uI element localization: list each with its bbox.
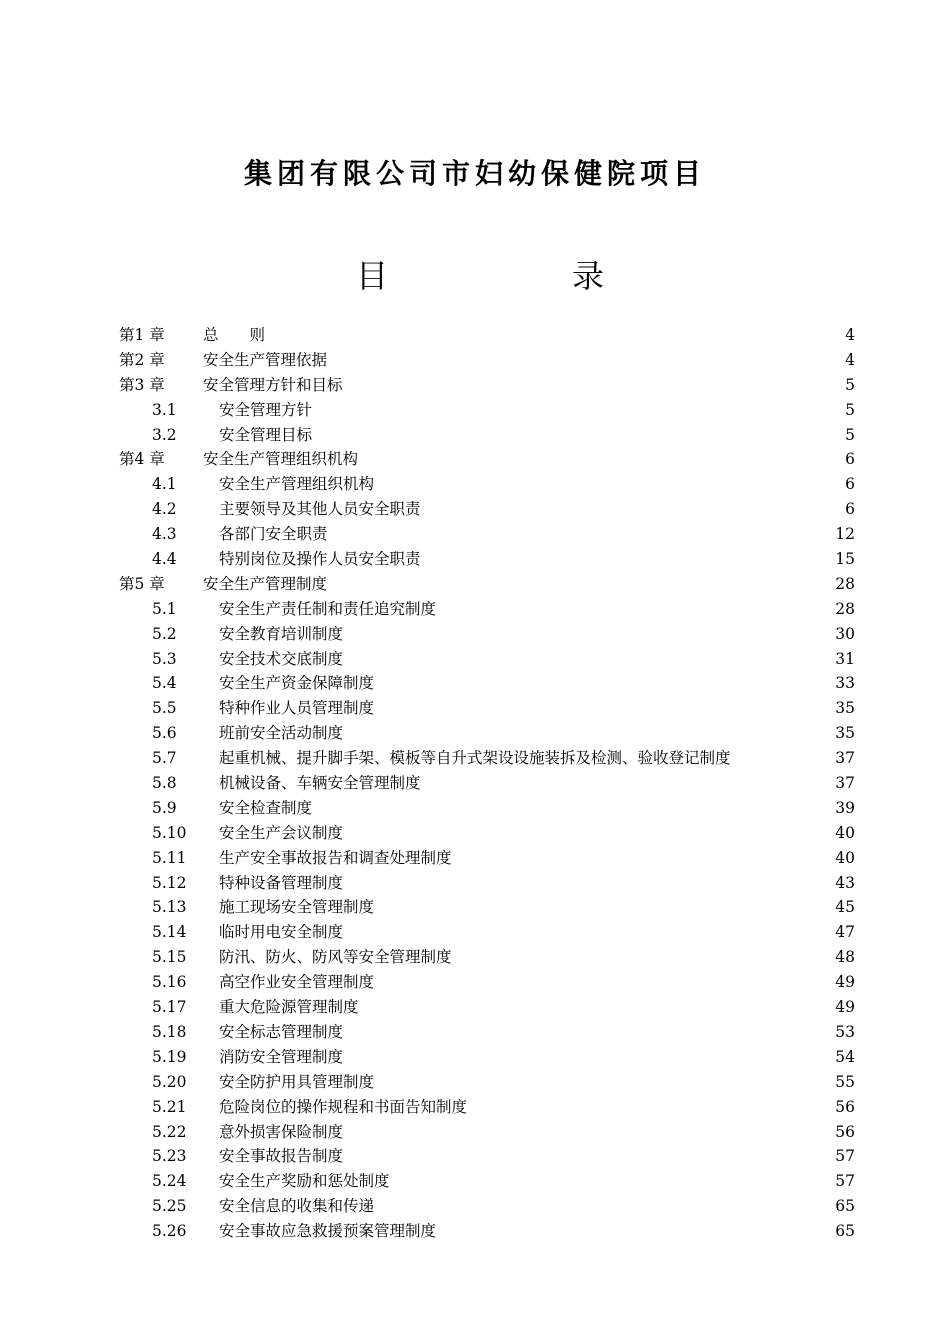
toc-entry-number: 5.5: [152, 699, 177, 718]
toc-entry-number: 5.17: [152, 998, 187, 1017]
toc-entry-number: 第5 章: [119, 574, 165, 593]
toc-entry-title: 安全生产责任制和责任追究制度: [219, 599, 437, 618]
toc-entry[interactable]: [0, 472, 950, 497]
toc-entry-title: 安全事故应急救援预案管理制度: [219, 1222, 437, 1241]
toc-entry-page: 28: [835, 599, 855, 618]
toc-entry[interactable]: [0, 373, 950, 398]
toc-entry[interactable]: [0, 547, 950, 572]
toc-entry-number: 5.8: [152, 774, 177, 793]
toc-entry-page: 39: [835, 798, 855, 817]
toc-entry-title: 施工现场安全管理制度: [219, 898, 375, 917]
toc-entry-page: 54: [835, 1047, 855, 1066]
toc-entry-number: 5.1: [152, 599, 177, 618]
toc-entry[interactable]: [0, 1095, 950, 1120]
table-of-contents: [0, 323, 950, 1244]
toc-entry-title: 防汛、防火、防风等安全管理制度: [219, 948, 452, 967]
toc-entry-number: 5.2: [152, 624, 177, 643]
toc-entry[interactable]: [0, 1120, 950, 1145]
toc-entry-title: 总 则: [203, 326, 266, 344]
toc-entry-title: 临时用电安全制度: [219, 923, 344, 942]
toc-heading: [0, 252, 950, 300]
toc-entry-number: 5.15: [152, 948, 187, 967]
toc-entry-page: 28: [835, 574, 855, 593]
toc-entry-number: 5.3: [152, 649, 177, 668]
toc-entry-title: 安全检查制度: [219, 798, 313, 817]
toc-entry-page: 5: [845, 400, 855, 419]
toc-entry-title: 特别岗位及操作人员安全职责: [219, 550, 421, 569]
toc-entry-page: 12: [835, 525, 855, 544]
toc-entry-number: 5.16: [152, 973, 187, 992]
toc-entry-title: 安全生产管理组织机构: [203, 450, 359, 469]
toc-entry-title: 意外损害保险制度: [219, 1122, 344, 1141]
toc-entry-number: 5.20: [152, 1072, 187, 1091]
toc-entry-number: 4.4: [152, 550, 177, 569]
toc-entry[interactable]: [0, 323, 950, 348]
toc-entry-title: 起重机械、提升脚手架、模板等自升式架设设施装拆及检测、验收登记制度: [219, 749, 731, 768]
toc-entry-title: 消防安全管理制度: [219, 1047, 344, 1066]
toc-entry-page: 37: [835, 749, 855, 768]
document-title: 集团有限公司市妇幼保健院项目: [243, 157, 706, 190]
toc-entry-page: 15: [835, 550, 855, 569]
toc-entry-number: 5.10: [152, 823, 187, 842]
toc-entry-title: 重大危险源管理制度: [219, 998, 359, 1017]
toc-entry[interactable]: [0, 447, 950, 472]
toc-entry-page: 53: [835, 1022, 855, 1041]
toc-entry-number: 5.23: [152, 1147, 187, 1166]
toc-entry-number: 4.3: [152, 525, 177, 544]
toc-entry-title: 安全防护用具管理制度: [219, 1072, 375, 1091]
toc-entry-number: 4.1: [152, 475, 177, 494]
toc-entry[interactable]: [0, 622, 950, 647]
toc-entry-title: 安全事故报告制度: [219, 1147, 344, 1166]
toc-entry-number: 5.9: [152, 798, 177, 817]
toc-entry-page: 65: [835, 1197, 855, 1216]
toc-entry-number: 5.7: [152, 749, 177, 768]
toc-entry[interactable]: [0, 995, 950, 1020]
toc-entry[interactable]: [0, 920, 950, 945]
toc-entry-number: 5.11: [152, 848, 187, 867]
toc-entry[interactable]: [0, 1045, 950, 1070]
toc-entry-page: 49: [835, 998, 855, 1017]
toc-entry-title: 安全标志管理制度: [219, 1022, 344, 1041]
toc-entry-title: 安全生产管理组织机构: [219, 475, 375, 494]
toc-entry-number: 5.22: [152, 1122, 187, 1141]
toc-entry-page: 37: [835, 774, 855, 793]
toc-entry-page: 31: [835, 649, 855, 668]
toc-entry-title: 安全生产管理制度: [203, 574, 328, 593]
toc-entry[interactable]: [0, 398, 950, 423]
toc-entry-number: 5.21: [152, 1097, 187, 1116]
toc-entry-number: 5.18: [152, 1022, 187, 1041]
toc-entry[interactable]: [0, 647, 950, 672]
toc-entry[interactable]: [0, 895, 950, 920]
toc-entry[interactable]: [0, 771, 950, 796]
toc-entry-number: 5.4: [152, 674, 177, 693]
toc-entry[interactable]: [0, 597, 950, 622]
toc-entry[interactable]: [0, 1144, 950, 1169]
toc-heading-char-1: 目: [356, 257, 389, 295]
toc-entry-number: 5.19: [152, 1047, 187, 1066]
toc-entry-page: 57: [835, 1172, 855, 1191]
toc-entry-page: 30: [835, 624, 855, 643]
toc-entry-page: 35: [835, 699, 855, 718]
toc-entry-page: 47: [835, 923, 855, 942]
toc-entry-number: 第2 章: [119, 350, 165, 369]
toc-entry-number: 第3 章: [119, 375, 165, 394]
toc-entry-title: 安全技术交底制度: [219, 649, 344, 668]
toc-entry-title: 班前安全活动制度: [219, 724, 344, 743]
toc-entry[interactable]: [0, 1219, 950, 1244]
toc-entry-page: 48: [835, 948, 855, 967]
toc-entry-title: 危险岗位的操作规程和书面告知制度: [219, 1097, 468, 1116]
toc-entry-title: 安全教育培训制度: [219, 624, 344, 643]
toc-entry[interactable]: [0, 871, 950, 896]
toc-entry[interactable]: [0, 846, 950, 871]
toc-entry-page: 56: [835, 1122, 855, 1141]
toc-entry-page: 55: [835, 1072, 855, 1091]
toc-entry[interactable]: [0, 348, 950, 373]
toc-entry-page: 56: [835, 1097, 855, 1116]
toc-entry-page: 4: [845, 350, 855, 369]
toc-entry-page: 57: [835, 1147, 855, 1166]
toc-entry-page: 5: [845, 375, 855, 394]
toc-entry-title: 安全生产会议制度: [219, 823, 344, 842]
toc-entry-page: 4: [845, 326, 855, 344]
toc-entry-title: 安全生产资金保障制度: [219, 674, 375, 693]
toc-entry[interactable]: [0, 1169, 950, 1194]
toc-entry-number: 5.13: [152, 898, 187, 917]
toc-entry-page: 6: [845, 475, 855, 494]
toc-entry[interactable]: [0, 497, 950, 522]
toc-entry-title: 机械设备、车辆安全管理制度: [219, 774, 421, 793]
toc-entry-number: 5.12: [152, 873, 187, 892]
toc-entry[interactable]: [0, 796, 950, 821]
toc-entry-title: 各部门安全职责: [219, 525, 328, 544]
toc-entry[interactable]: [0, 1020, 950, 1045]
toc-entry-page: 40: [835, 823, 855, 842]
toc-entry[interactable]: [0, 522, 950, 547]
toc-entry-page: 35: [835, 724, 855, 743]
toc-entry[interactable]: [0, 1194, 950, 1219]
toc-entry-number: 第4 章: [119, 450, 165, 469]
toc-entry-title: 安全管理目标: [219, 425, 313, 444]
toc-entry-page: 5: [845, 425, 855, 444]
toc-entry-number: 5.25: [152, 1197, 187, 1216]
toc-entry-title: 特种作业人员管理制度: [219, 699, 375, 718]
toc-entry-title: 生产安全事故报告和调查处理制度: [219, 848, 452, 867]
toc-entry[interactable]: [0, 1070, 950, 1095]
toc-entry[interactable]: [0, 970, 950, 995]
toc-entry[interactable]: [0, 572, 950, 597]
toc-entry[interactable]: [0, 671, 950, 696]
toc-entry-number: 3.2: [152, 425, 177, 444]
toc-heading-char-2: 录: [572, 257, 605, 295]
toc-entry-page: 45: [835, 898, 855, 917]
toc-entry-title: 安全信息的收集和传递: [219, 1197, 375, 1216]
toc-entry-page: 40: [835, 848, 855, 867]
toc-entry-number: 5.24: [152, 1172, 187, 1191]
toc-entry[interactable]: [0, 423, 950, 448]
toc-entry[interactable]: [0, 696, 950, 721]
toc-entry[interactable]: [0, 821, 950, 846]
toc-entry-title: 安全生产奖励和惩处制度: [219, 1172, 390, 1191]
toc-entry-page: 6: [845, 450, 855, 469]
toc-entry[interactable]: [0, 945, 950, 970]
toc-entry-page: 65: [835, 1222, 855, 1241]
toc-entry-number: 5.14: [152, 923, 187, 942]
toc-entry-number: 3.1: [152, 400, 177, 419]
toc-entry-number: 5.26: [152, 1222, 187, 1241]
toc-entry-number: 4.2: [152, 500, 177, 519]
toc-entry-title: 特种设备管理制度: [219, 873, 344, 892]
toc-entry-title: 安全管理方针: [219, 400, 313, 419]
toc-entry[interactable]: [0, 721, 950, 746]
toc-entry-page: 49: [835, 973, 855, 992]
toc-entry-title: 安全生产管理依据: [203, 350, 328, 369]
toc-entry-page: 6: [845, 500, 855, 519]
toc-entry-page: 33: [835, 674, 855, 693]
toc-entry-number: 5.6: [152, 724, 177, 743]
toc-entry-page: 43: [835, 873, 855, 892]
toc-entry[interactable]: [0, 746, 950, 771]
toc-entry-title: 主要领导及其他人员安全职责: [219, 500, 421, 519]
toc-entry-number: 第1 章: [119, 326, 165, 344]
toc-entry-title: 安全管理方针和目标: [203, 375, 343, 394]
toc-entry-title: 高空作业安全管理制度: [219, 973, 375, 992]
